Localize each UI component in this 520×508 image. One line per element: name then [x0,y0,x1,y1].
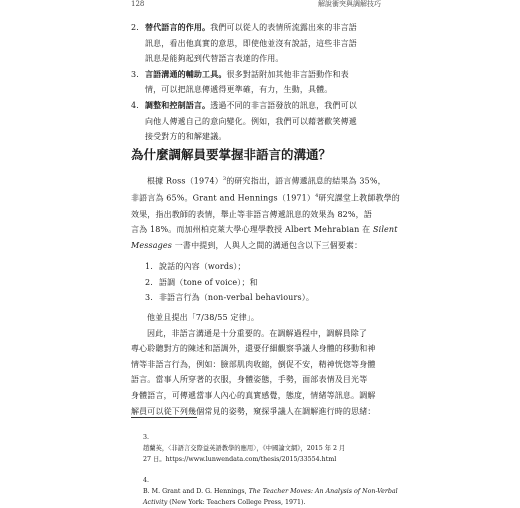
running-header [131,0,381,9]
paragraph-ross: 根據 $Ross(1974)^3$的研究指出，語言傳遞訊息的結果為 35%， 非語言為 65%。Grant and $Hennings(1971)^4$研究課堂上教師教學的 效果，指出教師的表情，舉止等非語言傳遞訊息的效果為 82%，語 言為 18%。而加州柏克萊大學心理學教授 Albert Mehrabian 在 Silent Messages 一書中提到，人與人之間的溝通包含以下三個要素： [131,176,400,250]
list-item: 2. 替代語言的作用。我們可以從人的表情所流露出來的非言語 訊息，看出他真實的意思，即使他並沒有說話，這些非言語 訊息是能夠起到代替語言表達的作用。 [131,22,357,64]
footnote-divider [131,417,197,418]
page-number: 128 [131,0,145,8]
list-item: 2. 語調（tone of voice）；和 [145,277,258,287]
running-title: 解說衝突與調解技巧 [318,0,381,8]
footnote: 4. B. M. Grant and D. G. Hennings, The Teacher Moves: An Analysis of Non-Verbal Activity (New York: Teachers College Press, 1971). [143,477,398,506]
list-item: 3. 非語言行為（non-verbal behaviours）。 [145,293,314,303]
list-item: 3. 言語溝通的輔助工具。很多對話附加其他非言語動作和表 情，可以把訊息傳遞得更準確，有力，生動，具體。 [131,68,349,95]
item-title: 調整和控制語言。 [145,99,211,110]
footnotes [131,424,398,508]
paragraph-importance: 因此，非語言溝通是十分重要的。在調解過程中，調解員除了 專心聆聽對方的陳述和語調外，還要仔細觀察爭議人身體的移動和神 情等非語言行為，例如：臉部肌肉收縮，倒促不安，精神恍惚等身體 語言。當事人所穿著的衣服，身體姿態，手勢，面部表情及目光等 身體語言，可傳遞當事人內心的真實感覺，態度，情緒等訊息。調解 解員可以從下列幾個常見的姿勢，窺探爭議人在調解進行時的思緒： [131,328,376,416]
item-title: 替代語言的作用。 [145,22,211,32]
item-title: 言語溝通的輔助工具。 [145,68,227,79]
section-heading: 為什麼調解員要掌握非語言的溝通？ [131,147,332,162]
list-item: 1. 說話的內容（words）； [145,262,246,272]
list-item: 4. 調整和控制語言。透過不同的非言語發放的訊息，我們可以 向他人傳遞自己的意向變化。例如，我們可以藉著歡笑傳遞 接受對方的和解建議。 [131,99,357,142]
footnote-ref: 4 [315,193,319,200]
elements-list [131,259,381,306]
function-list [131,20,381,145]
paragraph-rule: 他並且提出「7/38/55 定律」。 [147,313,260,323]
footnote: 3. 趙蘭英，〈非語言交際益英語教學的應用〉，《中國論文網》，2015 年 2 月 27 日。https://www.lunwendata.com/thesis/2015/33554.html [143,434,346,463]
body-text [131,172,400,419]
footnote-ref: 3 [222,176,227,182]
